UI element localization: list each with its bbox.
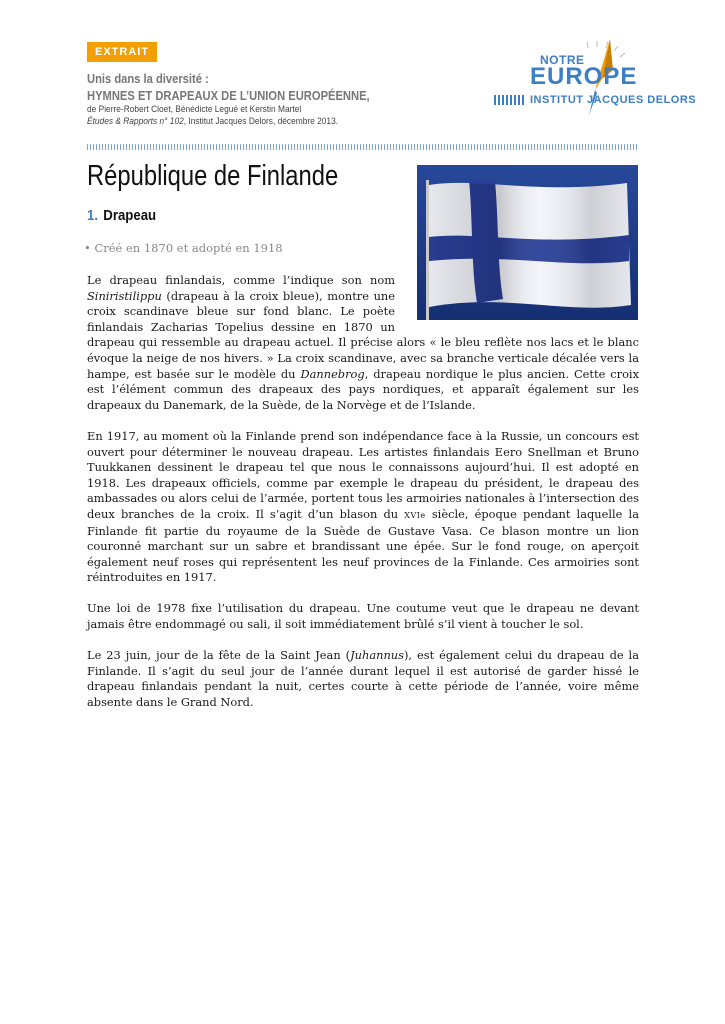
notre-europe-logo (492, 35, 697, 115)
section-heading (87, 207, 156, 224)
publication-title-main: HYMNES ET DRAPEAUX DE L’UNION EUROPÉENNE (87, 88, 367, 103)
section-number: 1. (87, 207, 99, 224)
publication-title-comma: , (366, 88, 370, 103)
p4-juhannus: Juhannus (350, 648, 404, 663)
p1-text-e: , drapeau nordique le plus ancien. Cette croix est l’élément commun des drapeaux des pays nordiques, et apparaît également sur les drapeaux du Danemark, de la Suède, de la Norvège et de l’Islande. (87, 366, 639, 412)
paragraph-1 (87, 273, 639, 413)
page-title: République de Finlande (87, 160, 339, 192)
publication-title-line1: Unis dans la diversité : (87, 71, 209, 86)
series-line (87, 116, 338, 127)
p1-text-c: (drapeau à la croix bleue), montre une croix scandinave bleue sur fond blanc. Le poète finlandais Zacharias Topelius dessine en 1870 un drapeau qui ressemble au drapeau actuel. Il précise alors « le bleu reflète nos lacs et le blanc évoque la neige de nos hivers. » La croix scandinave, avec sa branche verticale décalée vers la hampe, est basée sur le modèle du (87, 288, 639, 381)
p4-text-a: Le 23 juin, jour de la fête de la Saint Jean ( (87, 648, 351, 663)
series-name: Études & Rapports n° 102 (87, 116, 184, 127)
section-title: Drapeau (103, 207, 157, 224)
logo-notre: NOTRE (540, 53, 585, 67)
paragraph-4 (87, 648, 639, 710)
p4-text-c: ), est également celui du drapeau de la Finlande. Il s’agit du seul jour de l’année durant lequel il est autorisé de garder hissé le drapeau finlandais pendant la nuit, certes courte à cette période de l’année, voire même absente dans le Grand Nord. (87, 648, 639, 710)
p2-century: XVIe (404, 510, 426, 520)
p1-flag-name: Siniristilippu (87, 288, 162, 303)
publication-title-line2 (87, 88, 370, 103)
logo-bars-left (494, 95, 526, 105)
article-body (87, 273, 639, 726)
series-details: , Institut Jacques Delors, décembre 2013. (183, 116, 339, 127)
flag-float-space (395, 273, 639, 320)
created-line: • Créé en 1870 et adopté en 1918 (84, 241, 283, 255)
authors-line: de Pierre-Robert Cloet, Bénédicte Legué et Kerstin Martel (87, 104, 302, 115)
logo-institut: INSTITUT JACQUES DELORS (530, 94, 697, 106)
p2-text-c: siècle, époque pendant laquelle la Finlande fit partie du royaume de la Suède de Gustave Vasa. Ce blason montre un lion couronné marchant sur un sabre et brandissant une épée. Sur le fond rouge, on aperçoit également neuf roses qui représentent les neuf provinces de la Finlande. Ces armoiries sont réintroduites en 1917. (87, 506, 639, 585)
logo-europe: EUROPE (530, 63, 638, 90)
dotted-divider (87, 144, 639, 150)
p1-text-a: Le drapeau finlandais, comme l’indique son nom (87, 273, 395, 287)
p2-text-a: En 1917, au moment où la Finlande prend son indépendance face à la Russie, un concours est ouvert pour déterminer le nouveau drapeau. Les artistes finlandais Eero Snellman et Bruno Tuukkanen dessinent le drapeau tel que nous le connaissons aujourd’hui. Il est adopté en 1918. Les drapeaux officiels, comme par exemple le drapeau du président, le drapeau des ambassades ou alors celui de l’armée, portent tous les armoiries nationales à l’intersection des deux branches de la croix. Il s’agit d’un blason du (87, 428, 639, 521)
paragraph-2 (87, 429, 639, 586)
paragraph-3: Une loi de 1978 fixe l’utilisation du drapeau. Une coutume veut que le drapeau ne devant jamais être endommagé ou sali, il soit immédiatement brûlé s’il vient à toucher le sol. (87, 601, 639, 632)
extrait-badge: EXTRAIT (87, 42, 157, 62)
p1-dannebrog: Dannebrog (300, 366, 365, 381)
